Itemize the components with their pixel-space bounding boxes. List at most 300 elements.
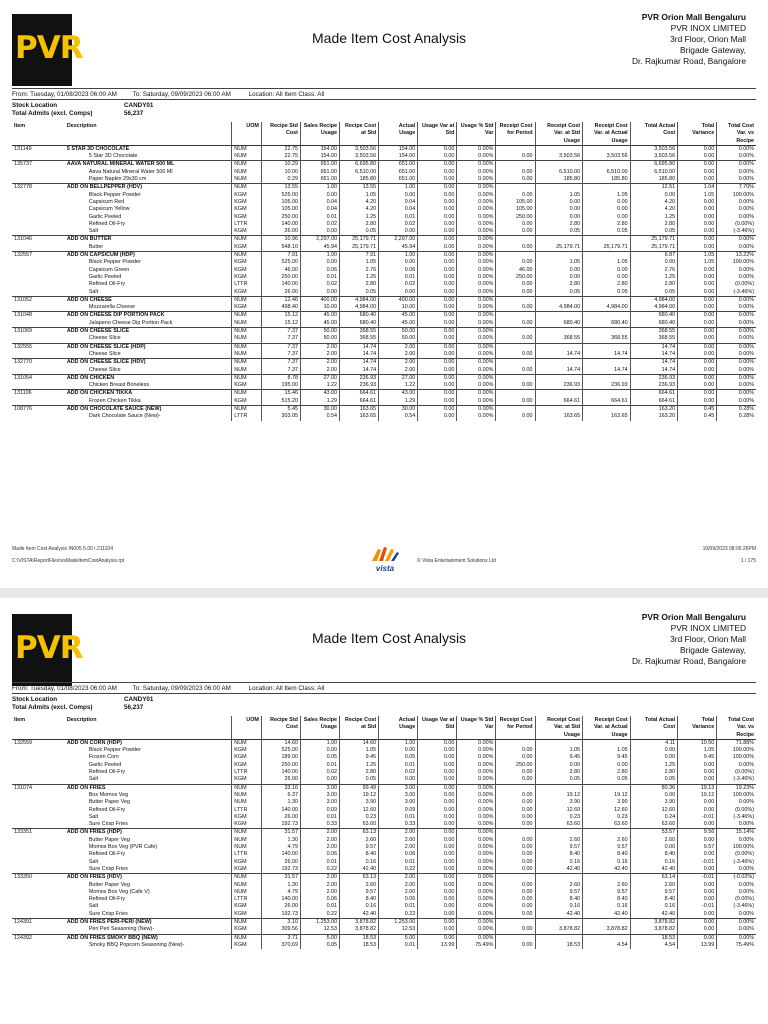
cell-receipt-cost-period [496, 236, 535, 244]
cell-recipe-std-cost: 22.75 [261, 153, 300, 161]
item-group-row [12, 312, 756, 320]
cell-sales-recipe-usage: 0.05 [300, 942, 339, 949]
cell-description: Butter Paper Veg [88, 881, 130, 888]
column-header-total-variance: Total Variance [678, 122, 717, 145]
cell-receipt-var-actual-usage: 0.16 [583, 903, 631, 910]
cell-recipe-std-cost: 192.73 [261, 911, 300, 919]
cell-recipe-cost-at-std: 2.80 [340, 281, 379, 288]
cell-receipt-var-std-usage: 236.93 [535, 382, 583, 390]
cell-usage-pct-std-var: 0.00% [457, 859, 496, 866]
cell-total-variance: 0.00 [678, 926, 717, 934]
column-header-total-variance: Total Variance [678, 716, 717, 739]
cell-sales-recipe-usage: 0.06 [300, 267, 339, 274]
cell-receipt-var-std-usage: 8.40 [535, 896, 583, 903]
cell-receipt-cost-period: 0.00 [496, 289, 535, 297]
cell-description: Black Pepper Powder [88, 747, 141, 754]
cell-receipt-var-actual-usage [583, 312, 631, 320]
cell-actual-usage: 0.00 [379, 289, 418, 297]
cell-recipe-std-cost: 14.60 [261, 739, 300, 747]
cell-uom: LTTR [232, 896, 262, 903]
cell-uom: NUM [232, 874, 262, 882]
cell-item [12, 807, 65, 814]
cell-actual-usage: 651.00 [379, 169, 418, 176]
cell-total-variance: 10.50 [678, 739, 717, 747]
cell-receipt-var-actual-usage [583, 161, 631, 169]
cell-receipt-var-actual-usage: 9.57 [583, 844, 631, 851]
cell-sales-recipe-usage: 0.22 [300, 866, 339, 874]
cell-usage-pct-std-var: 0.00% [457, 206, 496, 213]
cell-receipt-var-std-usage: 9.45 [535, 754, 583, 761]
cell-receipt-cost-period: 0.00 [496, 792, 535, 799]
cell-receipt-var-std-usage: 664.61 [535, 398, 583, 406]
cell-uom: KGM [232, 821, 262, 829]
cell-usage-var-at-std: 0.00 [418, 919, 457, 927]
cell-description: Mozzarella Cheese [88, 304, 135, 311]
ingredient-row [12, 926, 756, 934]
cell-receipt-var-std-usage: 185.80 [535, 176, 583, 184]
cell-usage-pct-std-var: 0.00% [457, 762, 496, 769]
cell-receipt-cost-period: 0.00 [496, 221, 535, 228]
cell-actual-usage: 0.00 [379, 776, 418, 784]
cell-actual-usage: 3.00 [379, 784, 418, 792]
cell-usage-pct-std-var: 0.00% [457, 343, 496, 351]
cell-actual-usage: 2.00 [379, 889, 418, 896]
ingredient-row [12, 274, 756, 281]
column-header-item: Item [12, 716, 65, 739]
cell-recipe-cost-at-std: 1.25 [340, 214, 379, 221]
cell-description: Salt [88, 776, 99, 783]
ingredient-row [12, 942, 756, 949]
ingredient-row [12, 335, 756, 343]
column-header-uom: UOM [232, 122, 262, 145]
cell-recipe-std-cost: 4.79 [261, 889, 300, 896]
cell-recipe-cost-at-std: 185.80 [340, 176, 379, 184]
item-group-row [12, 296, 756, 304]
cell-receipt-var-std-usage: 14.74 [535, 351, 583, 359]
cell-usage-var-at-std: 0.00 [418, 390, 457, 398]
cell-total-cost-var-vs-recipe: (-3.46%) [717, 859, 756, 866]
cell-item [12, 776, 65, 784]
cell-uom: NUM [232, 145, 262, 153]
cell-total-variance: 0.00 [678, 343, 717, 351]
cell-actual-usage: 0.09 [379, 807, 418, 814]
cell-item [12, 413, 65, 420]
cell-sales-recipe-usage: 400.00 [300, 296, 339, 304]
cell-uom: NUM [232, 919, 262, 927]
cell-item: 133350 [12, 874, 65, 882]
cell-description: ADD ON FRIES PERI-PERI (NEW) [65, 919, 232, 927]
cell-recipe-std-cost: 1.30 [261, 837, 300, 844]
cell-description: Dark Chocolate Sauce (New)- [88, 413, 161, 420]
cell-recipe-std-cost: 7.37 [261, 359, 300, 367]
cell-usage-var-at-std: 0.00 [418, 769, 457, 776]
cell-usage-var-at-std: 13.99 [418, 942, 457, 949]
cell-recipe-std-cost: 12.46 [261, 296, 300, 304]
column-header-total-cost-var-vs-recipe: Total Cost Var. vs Recipe [717, 716, 756, 739]
cell-item: 132770 [12, 359, 65, 367]
item-group-row [12, 328, 756, 336]
cell-actual-usage: 2,297.00 [379, 236, 418, 244]
cell-usage-var-at-std: 0.00 [418, 153, 457, 161]
cell-usage-pct-std-var: 0.00% [457, 896, 496, 903]
cell-description: ADD ON CHEESE SLICE (HDV) [65, 359, 232, 367]
cell-receipt-var-actual-usage: 0.16 [583, 859, 631, 866]
cell-item [12, 274, 65, 281]
cell-sales-recipe-usage: 2.00 [300, 874, 339, 882]
cell-total-variance: 0.00 [678, 866, 717, 874]
cell-receipt-var-std-usage [535, 739, 583, 747]
cell-total-cost-var-vs-recipe: 13.22% [717, 252, 756, 260]
to-date: To: Saturday, 09/09/2023 06:00 AM [132, 685, 231, 692]
cell-total-actual-cost: 42.40 [630, 911, 678, 919]
cell-usage-pct-std-var: 0.00% [457, 844, 496, 851]
cell-usage-var-at-std: 0.00 [418, 896, 457, 903]
cell-recipe-cost-at-std: 1.05 [340, 747, 379, 754]
cell-total-cost-var-vs-recipe: 0.00% [717, 274, 756, 281]
cell-sales-recipe-usage: 3.00 [300, 799, 339, 806]
ingredient-row [12, 814, 756, 821]
cell-usage-var-at-std: 0.00 [418, 934, 457, 942]
cell-total-cost-var-vs-recipe: 0.00% [717, 343, 756, 351]
cell-sales-recipe-usage: 3.00 [300, 784, 339, 792]
cell-uom: NUM [232, 176, 262, 184]
cell-receipt-cost-period [496, 374, 535, 382]
cell-item [12, 889, 65, 896]
cell-uom: NUM [232, 335, 262, 343]
cell-total-actual-cost: 4,984.00 [630, 304, 678, 312]
cell-receipt-cost-period: 0.00 [496, 837, 535, 844]
cell-receipt-cost-period: 250.00 [496, 214, 535, 221]
cell-description: ADD ON CHOCOLATE SAUCE (NEW) [65, 405, 232, 413]
cell-item [12, 267, 65, 274]
cell-receipt-cost-period: 0.00 [496, 776, 535, 784]
cell-uom: KGM [232, 942, 262, 949]
cell-recipe-std-cost: 0.29 [261, 176, 300, 184]
cell-usage-var-at-std: 0.00 [418, 274, 457, 281]
cell-uom: KGM [232, 267, 262, 274]
cell-uom: LTTR [232, 769, 262, 776]
location-filter: Location: All Item Class: All [248, 685, 325, 692]
cell-sales-recipe-usage: 2.00 [300, 359, 339, 367]
cell-sales-recipe-usage: 651.00 [300, 161, 339, 169]
cell-sales-recipe-usage: 0.00 [300, 747, 339, 754]
cell-usage-var-at-std: 0.00 [418, 145, 457, 153]
cell-uom: NUM [232, 343, 262, 351]
cell-recipe-std-cost: 303.05 [261, 413, 300, 420]
cell-description: Box Momos Veg [88, 791, 129, 798]
cell-recipe-cost-at-std: 63.60 [340, 821, 379, 829]
cell-total-variance: -0.01 [678, 903, 717, 910]
cell-receipt-cost-period [496, 161, 535, 169]
address-line-1: 3rd Floor, Orion Mall [670, 634, 746, 644]
cell-sales-recipe-usage: 1.00 [300, 184, 339, 192]
address-line-1: 3rd Floor, Orion Mall [670, 34, 746, 44]
cell-total-cost-var-vs-recipe: 0.00% [717, 919, 756, 927]
cell-sales-recipe-usage: 0.06 [300, 896, 339, 903]
cell-receipt-var-std-usage: 0.00 [535, 206, 583, 213]
cell-description: Momos Box Veg (Cafe V) [88, 888, 150, 895]
cell-recipe-std-cost: 7.91 [261, 252, 300, 260]
cell-usage-var-at-std: 0.00 [418, 304, 457, 312]
cell-total-cost-var-vs-recipe: 100.00% [717, 259, 756, 266]
cell-total-variance: 9.56 [678, 829, 717, 837]
vista-hands-icon [368, 545, 402, 565]
cell-receipt-var-actual-usage: 6,510.00 [583, 169, 631, 176]
cell-actual-usage: 0.54 [379, 413, 418, 420]
cell-receipt-cost-period: 0.00 [496, 228, 535, 236]
cell-item [12, 304, 65, 312]
cell-receipt-var-actual-usage: 9.57 [583, 889, 631, 896]
cell-description: AAVA NATURAL MINERAL WATER 500 ML [65, 161, 232, 169]
cell-total-variance: 0.00 [678, 807, 717, 814]
cell-usage-var-at-std: 0.00 [418, 267, 457, 274]
cell-sales-recipe-usage: 2.00 [300, 367, 339, 375]
cell-actual-usage: 43.00 [379, 390, 418, 398]
cell-actual-usage: 0.01 [379, 859, 418, 866]
cell-uom: NUM [232, 153, 262, 161]
cinema-address [632, 612, 746, 667]
cell-recipe-cost-at-std: 6,510.00 [340, 169, 379, 176]
cell-usage-pct-std-var: 0.00% [457, 934, 496, 942]
cell-usage-var-at-std: 0.00 [418, 343, 457, 351]
cell-total-cost-var-vs-recipe: 19.23% [717, 784, 756, 792]
total-admits-label: Total Admits (excl. Comps) [12, 110, 93, 117]
cell-total-cost-var-vs-recipe: 0.00% [717, 214, 756, 221]
cell-uom: KGM [232, 382, 262, 390]
cell-usage-var-at-std: 0.00 [418, 359, 457, 367]
cell-usage-var-at-std: 0.00 [418, 762, 457, 769]
cell-usage-pct-std-var: 0.00% [457, 320, 496, 328]
cell-total-actual-cost: 0.05 [630, 289, 678, 297]
cell-recipe-std-cost: 515.20 [261, 398, 300, 406]
cell-receipt-cost-period: 0.00 [496, 926, 535, 934]
cell-total-cost-var-vs-recipe: 75.49% [717, 942, 756, 949]
cell-receipt-cost-period: 0.00 [496, 169, 535, 176]
cell-receipt-var-actual-usage: 0.00 [583, 206, 631, 213]
cinema-address [632, 12, 746, 67]
cell-description: Garlic Peeled [88, 213, 122, 220]
cell-receipt-var-std-usage: 163.65 [535, 413, 583, 420]
cell-actual-usage: 1.00 [379, 739, 418, 747]
cell-total-actual-cost: 4.54 [630, 942, 678, 949]
cell-actual-usage: 0.06 [379, 851, 418, 858]
cell-receipt-cost-period: 0.00 [496, 903, 535, 910]
cell-total-variance: 0.00 [678, 199, 717, 206]
cell-actual-usage: 2.00 [379, 343, 418, 351]
cell-total-variance: 0.00 [678, 351, 717, 359]
cell-usage-pct-std-var: 0.00% [457, 335, 496, 343]
cell-total-cost-var-vs-recipe: (0.00%) [717, 896, 756, 903]
cell-recipe-std-cost: 4.79 [261, 844, 300, 851]
cell-uom: NUM [232, 889, 262, 896]
cell-total-cost-var-vs-recipe: 0.00% [717, 911, 756, 919]
cell-item: 131054 [12, 374, 65, 382]
cell-total-cost-var-vs-recipe: (0.00%) [717, 221, 756, 228]
cell-actual-usage: 45.94 [379, 244, 418, 252]
cell-recipe-std-cost: 10.29 [261, 161, 300, 169]
cell-uom: NUM [232, 351, 262, 359]
cell-description: Butter [88, 243, 104, 250]
cell-uom: KGM [232, 259, 262, 266]
table-header-row [12, 122, 756, 145]
cell-receipt-var-std-usage: 3.90 [535, 799, 583, 806]
cell-sales-recipe-usage: 1.00 [300, 739, 339, 747]
cell-total-cost-var-vs-recipe: 0.00% [717, 359, 756, 367]
cell-total-cost-var-vs-recipe: 0.00% [717, 267, 756, 274]
cell-recipe-cost-at-std: 2.76 [340, 267, 379, 274]
cell-receipt-var-actual-usage: 2.80 [583, 281, 631, 288]
cell-total-cost-var-vs-recipe: 0.00% [717, 882, 756, 889]
cell-usage-pct-std-var: 0.00% [457, 851, 496, 858]
cell-recipe-std-cost: 140.00 [261, 851, 300, 858]
cell-total-actual-cost: 63.14 [630, 874, 678, 882]
cell-recipe-std-cost: 10.00 [261, 169, 300, 176]
cell-uom: KGM [232, 206, 262, 213]
cell-total-cost-var-vs-recipe: 71.88% [717, 739, 756, 747]
cell-recipe-std-cost: 192.73 [261, 866, 300, 874]
cell-recipe-cost-at-std: 14.74 [340, 351, 379, 359]
cell-uom: NUM [232, 844, 262, 851]
cell-total-variance: 0.00 [678, 267, 717, 274]
cell-recipe-cost-at-std: 2.60 [340, 837, 379, 844]
cell-total-cost-var-vs-recipe: 0.28% [717, 405, 756, 413]
cell-recipe-cost-at-std: 680.40 [340, 320, 379, 328]
cell-total-actual-cost: 3.90 [630, 799, 678, 806]
cell-uom: LTTR [232, 413, 262, 420]
cell-item [12, 320, 65, 328]
cell-usage-var-at-std: 0.00 [418, 882, 457, 889]
cell-total-actual-cost: 9.57 [630, 889, 678, 896]
cell-recipe-cost-at-std: 18.53 [340, 934, 379, 942]
report-page-2 [0, 600, 768, 1024]
cell-usage-pct-std-var: 0.00% [457, 784, 496, 792]
cell-item [12, 335, 65, 343]
cell-usage-var-at-std: 0.00 [418, 837, 457, 844]
cell-receipt-cost-period: 0.00 [496, 942, 535, 949]
cell-total-cost-var-vs-recipe: 0.00% [717, 176, 756, 184]
cell-receipt-var-std-usage: 0.00 [535, 199, 583, 206]
cell-usage-var-at-std: 0.00 [418, 281, 457, 288]
ingredient-row [12, 351, 756, 359]
cell-item [12, 859, 65, 866]
cell-recipe-cost-at-std: 18.53 [340, 942, 379, 949]
cell-total-variance: 0.00 [678, 214, 717, 221]
column-header-description: Description [65, 122, 232, 145]
address-line-3: Dr. Rajkumar Road, Bangalore [631, 656, 746, 666]
cell-total-actual-cost: 2.60 [630, 837, 678, 844]
table-header-row [12, 716, 756, 739]
cell-sales-recipe-usage: 1.29 [300, 398, 339, 406]
cell-description: Sure Crisp Fries [88, 865, 128, 872]
from-date: From: Tuesday, 01/08/2023 06:00 AM [12, 685, 117, 692]
cell-receipt-var-actual-usage: 2.60 [583, 837, 631, 844]
cell-recipe-cost-at-std: 9.57 [340, 889, 379, 896]
cell-receipt-var-actual-usage: 25,179.71 [583, 244, 631, 252]
cell-receipt-cost-period [496, 343, 535, 351]
ingredient-row [12, 882, 756, 889]
stock-location-value: CANDY01 [124, 102, 154, 109]
cell-actual-usage: 154.00 [379, 145, 418, 153]
cell-receipt-var-actual-usage: 19.12 [583, 792, 631, 799]
cell-total-variance: 0.00 [678, 335, 717, 343]
cell-item [12, 176, 65, 184]
cell-total-cost-var-vs-recipe: 0.00% [717, 335, 756, 343]
cell-item [12, 866, 65, 874]
cell-recipe-cost-at-std: 664.61 [340, 398, 379, 406]
ingredient-row [12, 244, 756, 252]
from-date: From: Tuesday, 01/08/2023 06:00 AM [12, 91, 117, 98]
cell-receipt-cost-period: 0.00 [496, 799, 535, 806]
cell-recipe-cost-at-std: 368.55 [340, 335, 379, 343]
cell-receipt-cost-period: 0.00 [496, 747, 535, 754]
cell-recipe-cost-at-std: 163.65 [340, 413, 379, 420]
cell-item: 131106 [12, 390, 65, 398]
cell-total-cost-var-vs-recipe: 0.00% [717, 374, 756, 382]
cell-total-actual-cost: 236.93 [630, 382, 678, 390]
cell-actual-usage: 3.00 [379, 792, 418, 799]
cell-description: Sure Crisp Fries [88, 821, 128, 828]
cell-receipt-var-actual-usage [583, 328, 631, 336]
cell-total-cost-var-vs-recipe: (0.00%) [717, 807, 756, 814]
cell-uom: KGM [232, 214, 262, 221]
cell-recipe-std-cost: 105.00 [261, 199, 300, 206]
cell-usage-var-at-std: 0.00 [418, 821, 457, 829]
cell-receipt-var-actual-usage: 3,503.56 [583, 153, 631, 161]
cell-total-actual-cost: 3,503.56 [630, 145, 678, 153]
cell-actual-usage: 0.01 [379, 274, 418, 281]
cell-usage-var-at-std: 0.00 [418, 851, 457, 858]
cell-receipt-var-std-usage: 0.00 [535, 214, 583, 221]
cell-total-actual-cost: 14.74 [630, 351, 678, 359]
cell-uom: NUM [232, 169, 262, 176]
cell-receipt-var-std-usage [535, 405, 583, 413]
cell-sales-recipe-usage: 12.53 [300, 926, 339, 934]
cell-recipe-std-cost: 3.71 [261, 934, 300, 942]
ingredient-row [12, 281, 756, 288]
cell-receipt-cost-period: 0.00 [496, 807, 535, 814]
cell-recipe-cost-at-std: 680.40 [340, 312, 379, 320]
cell-total-cost-var-vs-recipe: (0.00%) [717, 281, 756, 288]
cell-recipe-std-cost: 13.55 [261, 184, 300, 192]
cell-sales-recipe-usage: 0.01 [300, 859, 339, 866]
ingredient-row [12, 903, 756, 910]
cell-receipt-var-actual-usage: 368.55 [583, 335, 631, 343]
cell-usage-pct-std-var: 0.00% [457, 405, 496, 413]
cell-receipt-cost-period [496, 829, 535, 837]
ingredient-row [12, 859, 756, 866]
cell-description: 5 Star 3D Chocolate [88, 153, 138, 160]
cell-recipe-cost-at-std: 14.74 [340, 367, 379, 375]
cell-usage-var-at-std: 0.00 [418, 874, 457, 882]
cell-receipt-var-std-usage [535, 296, 583, 304]
cell-recipe-cost-at-std: 4,984.00 [340, 296, 379, 304]
cell-sales-recipe-usage: 5.00 [300, 934, 339, 942]
cell-receipt-var-actual-usage: 3.90 [583, 799, 631, 806]
cell-recipe-cost-at-std: 3.90 [340, 799, 379, 806]
cell-total-variance: 0.00 [678, 228, 717, 236]
cell-recipe-std-cost: 10.96 [261, 236, 300, 244]
cell-usage-var-at-std: 0.00 [418, 351, 457, 359]
cell-usage-var-at-std: 0.00 [418, 367, 457, 375]
cell-total-cost-var-vs-recipe: 0.00% [717, 926, 756, 934]
cell-total-variance: 1.05 [678, 747, 717, 754]
cell-total-variance: -0.01 [678, 874, 717, 882]
cell-total-variance: 0.00 [678, 896, 717, 903]
cell-actual-usage: 0.01 [379, 214, 418, 221]
cell-actual-usage: 0.00 [379, 259, 418, 266]
column-header-recipe-std-cost: Recipe Std Cost [261, 716, 300, 739]
cell-total-variance: 13.99 [678, 942, 717, 949]
